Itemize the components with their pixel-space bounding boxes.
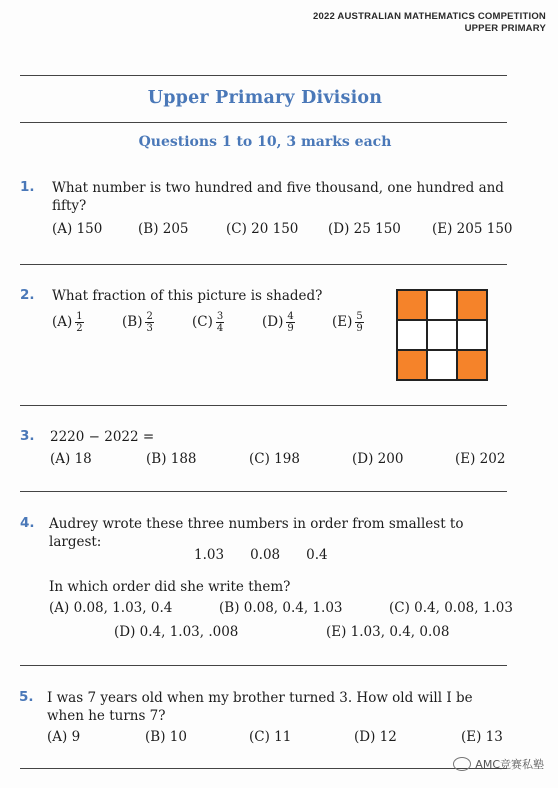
page-header [313,11,546,35]
divider [20,122,507,123]
question-number-4: 4. [20,515,35,531]
q3-option-e: (E) 202 [455,451,506,467]
q1-option-c: (C) 20 150 [226,221,299,237]
grid-cell-shaded [457,290,487,320]
grid-cell-shaded [457,350,487,380]
q4-option-b: (B) 0.08, 0.4, 1.03 [219,600,343,616]
question-text-2: What fraction of this picture is shaded? [52,288,323,304]
number-3: 0.4 [306,547,328,563]
chat-bubble-icon [453,757,471,771]
divider [20,264,507,265]
grid-cell-shaded [397,290,427,320]
q2-option-e: (E) $\frac{5}{9}$ [332,311,363,334]
q1-option-b: (B) 205 [138,221,189,237]
question-text-5: I was 7 years old when my brother turned 3. How old will I be when he turns 7? [47,690,473,724]
q1-option-d: (D) 25 150 [328,221,401,237]
grid-cell-empty [427,350,457,380]
q5-option-c: (C) 11 [249,729,292,745]
grid-cell-empty [457,320,487,350]
q3-option-b: (B) 188 [146,451,197,467]
grid-cell-shaded [397,350,427,380]
question-number-1: 1. [20,179,35,195]
q4-option-d: (D) 0.4, 1.03, .008 [114,624,239,640]
question-text-4: Audrey wrote these three numbers in order from smallest to largest: [49,516,464,550]
grid-cell-empty [427,320,457,350]
q3-option-a: (A) 18 [50,451,92,467]
watermark-text: AMC竞赛私塾 [475,758,544,771]
q2-option-a: (A) $\frac{1}{2}$ [52,311,83,334]
divider [20,491,507,492]
number-list [194,547,354,563]
q4-option-c: (C) 0.4, 0.08, 1.03 [389,600,513,616]
section-title: Questions 1 to 10, 3 marks each [138,134,392,150]
question-number-2: 2. [20,287,35,303]
q5-option-b: (B) 10 [145,729,187,745]
header-level: UPPER PRIMARY [464,23,546,34]
header-competition: 2022 AUSTRALIAN MATHEMATICS COMPETITION [313,11,546,22]
q2-option-d: (D) $\frac{4}{9}$ [262,311,294,334]
question-subtext-4: In which order did she write them? [49,579,291,595]
grid-cell-empty [427,290,457,320]
question-text-1: What number is two hundred and five thousand, one hundred and fifty? [52,180,504,214]
divider [20,665,507,666]
division-title: Upper Primary Division [147,88,383,108]
question-number-3: 3. [20,428,35,444]
q3-option-c: (C) 198 [249,451,300,467]
q5-option-e: (E) 13 [461,729,503,745]
q3-option-d: (D) 200 [352,451,404,467]
q5-option-d: (D) 12 [354,729,397,745]
q4-option-e: (E) 1.03, 0.4, 0.08 [326,624,450,640]
question-text-3: 2220 − 2022 = [50,429,155,445]
q5-option-a: (A) 9 [47,729,81,745]
divider [20,405,507,406]
shaded-grid-figure [396,289,488,381]
q2-option-c: (C) $\frac{3}{4}$ [192,311,224,334]
grid-cell-empty [397,320,427,350]
watermark [453,756,544,772]
q2-option-b: (B) $\frac{2}{3}$ [122,311,153,334]
divider [20,75,507,76]
number-1: 1.03 [194,547,225,563]
q1-option-a: (A) 150 [52,221,103,237]
divider [20,768,507,769]
q1-option-e: (E) 205 150 [432,221,513,237]
question-number-5: 5. [19,689,34,705]
number-2: 0.08 [250,547,281,563]
q4-option-a: (A) 0.08, 1.03, 0.4 [49,600,173,616]
